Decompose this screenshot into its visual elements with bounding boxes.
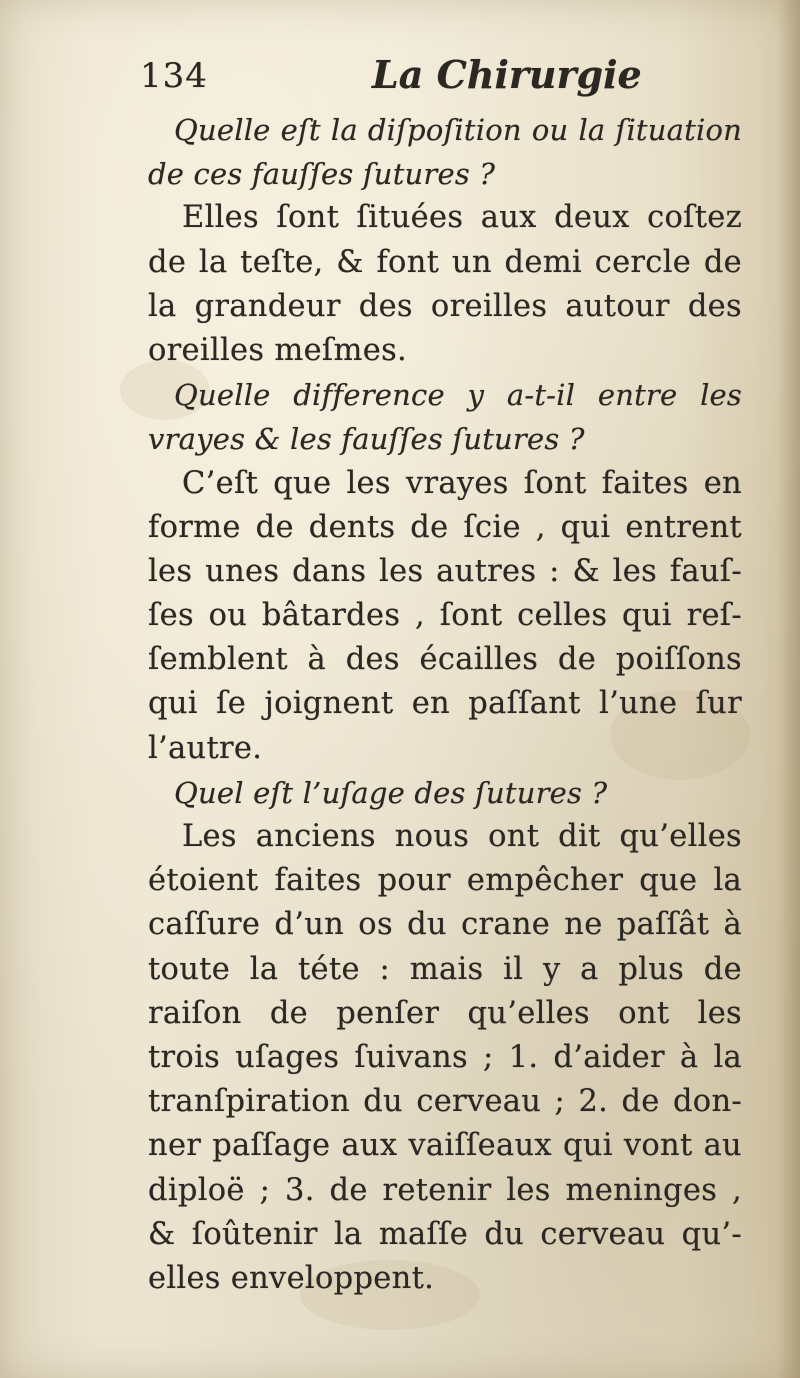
text-line: vrayes & les fauſſes ſutures ? (148, 422, 585, 457)
text-line: Quel eſt l’uſage des ſutures ? (174, 775, 608, 810)
text-line: forme de dents de ſcie , qui entrent (148, 509, 742, 545)
text-line: Quelle difference y a-t-il entre les (174, 378, 742, 413)
answer-paragraph (148, 196, 742, 373)
text-line: C’eſt que les vrayes ſont faites en (182, 465, 742, 501)
text-line: ſes ou bâtardes , ſont celles qui reſ- (148, 598, 742, 634)
text-line: ſemblent à des écailles de poiſſons (148, 642, 742, 678)
page-header (140, 52, 740, 112)
text-line: tranſpiration du cerveau ; 2. de don- (148, 1084, 742, 1120)
text-line: la grandeur des oreilles autour des (148, 288, 742, 324)
text-line: étoient faites pour empêcher que la (148, 863, 742, 899)
text-line: trois uſages ſuivans ; 1. d’aider à la (148, 1039, 742, 1075)
text-line: les unes dans les autres : & les fauſ- (148, 553, 742, 589)
question-paragraph (148, 373, 742, 461)
page-number: 134 (140, 56, 208, 96)
question-paragraph (148, 771, 742, 815)
text-line: Elles ſont ſituées aux deux coſtez (182, 200, 742, 236)
answer-paragraph (148, 462, 742, 771)
text-line: Quelle eſt la diſpoſition ou la ſituation (174, 113, 742, 147)
running-title: La Chirurgie (372, 52, 642, 97)
text-line: de ces fauſſes ſutures ? (148, 157, 496, 192)
answer-paragraph (148, 815, 742, 1301)
text-line: raiſon de penſer qu’elles ont les (148, 995, 742, 1031)
question-paragraph (148, 108, 742, 196)
text-line: Les anciens nous ont dit qu’elles (182, 819, 742, 854)
body-text (148, 108, 742, 1296)
text-line: elles enveloppent. (148, 1260, 435, 1296)
text-line: l’autre. (148, 730, 263, 766)
text-line: toute la téte : mais il y a plus de (148, 951, 742, 987)
text-line: & ſoûtenir la maſſe du cerveau qu’- (148, 1216, 742, 1252)
text-line: ner paſſage aux vaiſſeaux qui vont au (148, 1128, 742, 1164)
text-line: de la teſte, & font un demi cercle de (148, 244, 742, 280)
text-line: diploë ; 3. de retenir les meninges , (148, 1172, 742, 1208)
text-line: qui ſe joignent en paſſant l’une ſur (148, 686, 742, 722)
text-line: caſſure d’un os du crane ne paſſât à (148, 907, 742, 943)
text-line: oreilles meſmes. (148, 332, 408, 368)
